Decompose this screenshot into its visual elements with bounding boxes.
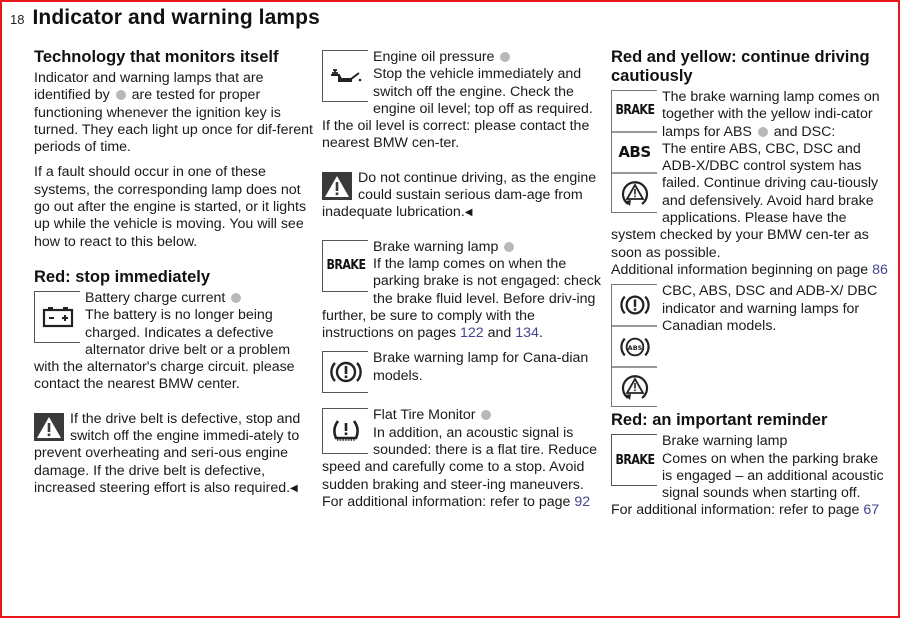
end-mark-icon: ◀ [290,482,298,494]
svg-text:ABS: ABS [627,343,642,352]
oil-warning-text: Do not continue driving, as the engine could sustain serious dam-age from inadequate lubrication. [322,169,597,221]
section-heading-red-yellow: Red and yellow: continue driving cautiously [611,48,870,85]
brake-label-icon: BRAKE [611,434,657,486]
column-1 [34,48,314,497]
self-test-dot-icon [116,90,126,100]
warning-triangle-icon [34,413,64,441]
oil-pressure-entry [322,49,602,153]
self-test-dot-icon [481,410,491,420]
battery-text: Battery charge current The battery is no longer being charged. Indicates a defective alternator drive belt or a problem with the alternator's charge circuit. please contact the nearest BMW center. [34,289,295,393]
self-test-dot-icon [504,242,514,252]
brake-canada-text: Brake warning lamp for Cana-dian models. [373,350,589,384]
dsc-triangle-icon [612,172,657,213]
page-link-134[interactable]: 134 [515,325,539,342]
column-3 [611,48,891,520]
section-heading-technology: Technology that monitors itself [34,48,279,66]
column-2 [322,49,602,511]
page-number: 18 [10,12,25,27]
flat-tire-text: Flat Tire Monitor In addition, an acoustic signal is sounded: there is a flat tire. Reduce speed and carefully come to a stop. Avoid sudden braking and steer-ing maneuvers. For additional information: refer to page 92 [322,407,597,510]
page-link-92[interactable]: 92 [574,493,591,510]
self-test-dot-icon [758,127,768,137]
page-header [10,6,320,30]
icon-stack-brake-abs-dsc [611,90,657,213]
oil-pressure-text: Engine oil pressure Stop the vehicle immediately and switch off the engine. Check the engine oil level; top off as required. If the oil level is correct: please contact the nearest BMW cen-ter. [322,49,593,152]
page-title: Indicator and warning lamps [32,6,320,29]
brake-entry [322,239,602,343]
end-mark-icon: ◀ [464,207,473,219]
icon-stack-canada [611,284,657,407]
dsc-triangle-icon [612,366,657,407]
parking-brake-text: Brake warning lamp Comes on when the parking brake is engaged – an additional acoustic signal sounds when starting off. For additional information: refer to page 67 [611,433,884,519]
drive-belt-warning-text: If the drive belt is defective, stop and switch off the engine immedi-ately to prevent overheating and seri-ous engine damage. If the drive belt is defective, increased steering effort is also required. [34,410,301,496]
abs-label-icon: ABS [612,131,657,172]
canada-abs-dsc-entry [611,283,891,407]
flat-tire-entry [322,407,602,511]
oil-can-icon [322,50,368,102]
page-link-122[interactable]: 122 [460,325,484,342]
page-link-67[interactable]: 67 [863,502,880,519]
tire-pressure-icon [322,408,368,454]
self-test-dot-icon [500,52,510,62]
battery-entry [34,290,314,394]
brake-canada-entry [322,350,602,394]
technology-paragraph-1: Indicator and warning lamps that are identified by are tested for proper functioning whenever the ignition key is turned. They each light up once for dif-ferent periods of time. [34,70,313,156]
abs-dsc-entry [611,89,891,279]
section-heading-red-reminder: Red: an important reminder [611,411,828,430]
abs-circle-icon [612,325,657,366]
oil-warning [322,170,602,222]
brake-circle-exclamation-icon [612,284,657,325]
warning-triangle-icon [322,172,352,200]
canada-abs-dsc-text: CBC, ABS, DSC and ADB-X/ DBC indicator and warning lamps for Canadian models. [662,283,878,334]
section-heading-red-stop: Red: stop immediately [34,267,211,286]
battery-icon [34,291,80,343]
drive-belt-warning [34,411,314,497]
brake-circle-exclamation-icon [322,351,368,393]
brake-label-icon: BRAKE [322,240,368,292]
technology-paragraph-2: If a fault should occur in one of these systems, the corresponding lamp does not go out after the engine is started, or it lights up while the vehicle is moving. You will see how to react to this below. [34,164,307,250]
parking-brake-entry [611,433,891,519]
self-test-dot-icon [231,293,241,303]
abs-dsc-text: The brake warning lamp comes on together with the yellow indi-cator lamps for ABS and DSC: The entire ABS, CBC, DSC and ADB-X/DBC control system has failed. Continue driving cau-tiously and defensively. Avoid hard brake applications. Please have the system checked by your BMW cen-ter as soon as possible. Additional information beginning on page 86 [611,89,888,278]
brake-label-icon: BRAKE [612,90,657,131]
brake-text: Brake warning lamp If the lamp comes on when the parking brake is not engaged: check the brake fluid level. Before driv-ing further, be sure to comply with the instructions on pages 122 and 134. [322,238,601,342]
page-link-86[interactable]: 86 [872,261,888,278]
